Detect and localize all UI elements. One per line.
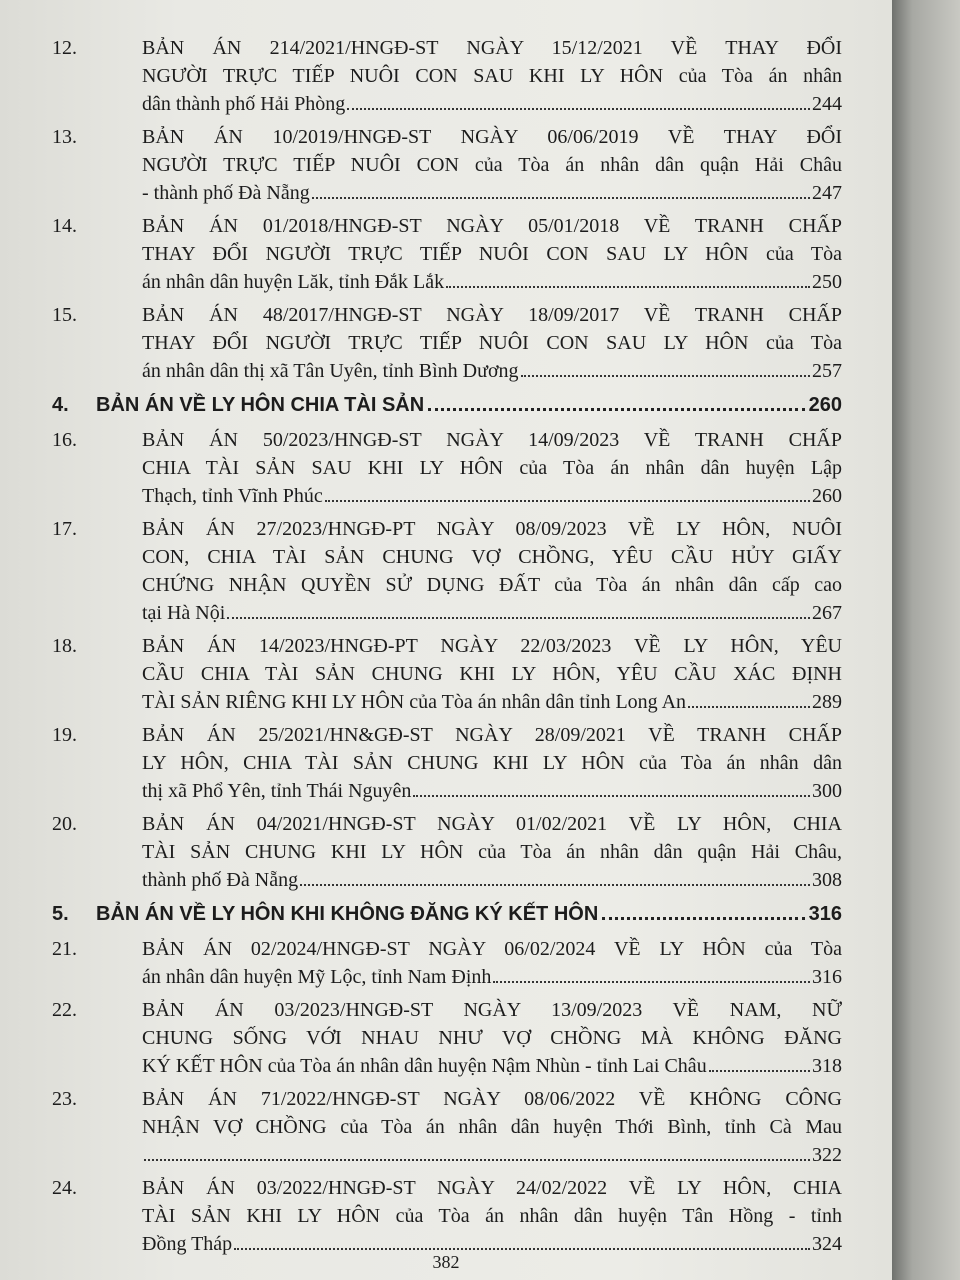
entry-page: 260	[812, 485, 842, 507]
leader-dots	[234, 1248, 810, 1250]
entry-line: BẢN ÁN 04/2021/HNGĐ-ST NGÀY 01/02/2021 VỀ LY HÔN, CHIA	[142, 813, 842, 835]
entry-line: CHỨNG NHẬN QUYỀN SỬ DỤNG ĐẤT của Tòa án nhân dân cấp cao	[142, 574, 842, 596]
entry-page: 318	[812, 1055, 842, 1077]
entry-page: 257	[812, 360, 842, 382]
entry-line: CON, CHIA TÀI SẢN CHUNG VỢ CHỒNG, YÊU CẦU HỦY GIẤY	[142, 546, 842, 568]
entry-line: NGƯỜI TRỰC TIẾP NUÔI CON SAU KHI LY HÔN của Tòa án nhân	[142, 65, 842, 87]
entry-page: 300	[812, 780, 842, 802]
entry-line: BẢN ÁN 01/2018/HNGĐ-ST NGÀY 05/01/2018 VỀ TRANH CHẤP	[142, 215, 842, 237]
entry-last-line	[142, 179, 842, 207]
entry-last-line	[142, 90, 842, 118]
toc-entry	[52, 1085, 842, 1169]
entry-line: tại Hà Nội	[142, 602, 226, 624]
next-page-edge	[892, 0, 960, 1280]
entry-line: TÀI SẢN CHUNG KHI LY HÔN của Tòa án nhân dân quận Hải Châu,	[142, 841, 842, 863]
page-number: 382	[432, 1252, 460, 1272]
entry-line: - thành phố Đà Nẵng	[142, 182, 310, 204]
entry-last-line	[142, 777, 842, 805]
entry-line: BẢN ÁN 48/2017/HNGĐ-ST NGÀY 18/09/2017 VỀ TRANH CHẤP	[142, 304, 842, 326]
leader-dots	[144, 1159, 810, 1161]
entry-line: NHẬN VỢ CHỒNG của Tòa án nhân dân huyện Thới Bình, tỉnh Cà Mau	[142, 1116, 842, 1138]
entry-line: BẢN ÁN 14/2023/HNGĐ-PT NGÀY 22/03/2023 VỀ LY HÔN, YÊU	[142, 635, 842, 657]
entry-page: 308	[812, 869, 842, 891]
entry-last-line	[142, 866, 842, 894]
entry-page: 316	[812, 966, 842, 988]
entry-number: 24.	[52, 1177, 77, 1199]
section-heading-4	[52, 390, 842, 420]
entry-line: BẢN ÁN 02/2024/HNGĐ-ST NGÀY 06/02/2024 VỀ LY HÔN của Tòa	[142, 938, 842, 960]
leader-dots	[709, 1070, 810, 1072]
entry-number: 22.	[52, 999, 77, 1021]
entry-line: BẢN ÁN 25/2021/HN&GĐ-ST NGÀY 28/09/2021 VỀ TRANH CHẤP	[142, 724, 842, 746]
table-of-contents	[52, 34, 842, 1263]
entry-page: 322	[812, 1144, 842, 1166]
entry-number: 21.	[52, 938, 77, 960]
leader-dots	[602, 917, 804, 920]
section-title: BẢN ÁN VỀ LY HÔN KHI KHÔNG ĐĂNG KÝ KẾT HÔN	[96, 903, 599, 925]
entry-line: án nhân dân huyện Mỹ Lộc, tỉnh Nam Định	[142, 966, 492, 988]
toc-entry	[52, 515, 842, 627]
entry-line: BẢN ÁN 27/2023/HNGĐ-PT NGÀY 08/09/2023 VỀ LY HÔN, NUÔI	[142, 518, 842, 540]
leader-dots	[312, 197, 810, 199]
entry-last-line	[142, 268, 842, 296]
section-page: 260	[808, 394, 842, 416]
entry-line: THAY ĐỔI NGƯỜI TRỰC TIẾP NUÔI CON SAU LY HÔN của Tòa	[142, 243, 842, 265]
entry-number: 23.	[52, 1088, 77, 1110]
entry-number: 16.	[52, 429, 77, 451]
entry-last-line	[142, 357, 842, 385]
toc-entry	[52, 1174, 842, 1258]
section-number: 4.	[52, 394, 69, 416]
entry-number: 19.	[52, 724, 77, 746]
entry-line: CẦU CHIA TÀI SẢN CHUNG KHI LY HÔN, YÊU CẦU XÁC ĐỊNH	[142, 663, 842, 685]
entry-page: 289	[812, 691, 842, 713]
toc-entry	[52, 721, 842, 805]
toc-entry	[52, 123, 842, 207]
entry-page: 250	[812, 271, 842, 293]
entry-number: 17.	[52, 518, 77, 540]
section-heading-5	[52, 899, 842, 929]
leader-dots	[300, 884, 810, 886]
entry-line: THAY ĐỔI NGƯỜI TRỰC TIẾP NUÔI CON SAU LY HÔN của Tòa	[142, 332, 842, 354]
entry-last-line	[142, 482, 842, 510]
leader-dots	[325, 500, 810, 502]
entry-line: BẢN ÁN 10/2019/HNGĐ-ST NGÀY 06/06/2019 VỀ THAY ĐỔI	[142, 126, 842, 148]
entry-number: 15.	[52, 304, 77, 326]
toc-entry	[52, 301, 842, 385]
entry-line: thị xã Phổ Yên, tỉnh Thái Nguyên	[142, 780, 412, 802]
entry-page: 324	[812, 1233, 842, 1255]
toc-group-property	[52, 426, 842, 894]
entry-line: TÀI SẢN KHI LY HÔN của Tòa án nhân dân huyện Tân Hồng - tỉnh	[142, 1205, 842, 1227]
entry-number: 13.	[52, 126, 77, 148]
entry-line: BẢN ÁN 71/2022/HNGĐ-ST NGÀY 08/06/2022 VỀ KHÔNG CÔNG	[142, 1088, 842, 1110]
toc-group-unregistered	[52, 935, 842, 1258]
entry-last-line	[142, 963, 842, 991]
entry-page: 247	[812, 182, 842, 204]
leader-dots	[493, 981, 810, 983]
leader-dots	[688, 706, 810, 708]
entry-last-line	[142, 1052, 842, 1080]
toc-entry	[52, 996, 842, 1080]
entry-line: KÝ KẾT HÔN của Tòa án nhân dân huyện Nậm Nhùn - tỉnh Lai Châu	[142, 1055, 707, 1077]
entry-line: BẢN ÁN 214/2021/HNGĐ-ST NGÀY 15/12/2021 VỀ THAY ĐỔI	[142, 37, 842, 59]
entry-last-line	[142, 688, 842, 716]
entry-line: dân thành phố Hải Phòng	[142, 93, 346, 115]
entry-line: BẢN ÁN 03/2023/HNGĐ-ST NGÀY 13/09/2023 VỀ NAM, NỮ	[142, 999, 842, 1021]
entry-page: 267	[812, 602, 842, 624]
entry-line: LY HÔN, CHIA TÀI SẢN CHUNG KHI LY HÔN của Tòa án nhân dân	[142, 752, 842, 774]
entry-line: NGƯỜI TRỰC TIẾP NUÔI CON của Tòa án nhân dân quận Hải Châu	[142, 154, 842, 176]
entry-page: 244	[812, 93, 842, 115]
section-title: BẢN ÁN VỀ LY HÔN CHIA TÀI SẢN	[96, 394, 425, 416]
entry-number: 20.	[52, 813, 77, 835]
entry-line: án nhân dân thị xã Tân Uyên, tỉnh Bình Dương	[142, 360, 519, 382]
leader-dots	[521, 375, 810, 377]
entry-number: 12.	[52, 37, 77, 59]
entry-line: BẢN ÁN 03/2022/HNGĐ-ST NGÀY 24/02/2022 VỀ LY HÔN, CHIA	[142, 1177, 842, 1199]
toc-entry	[52, 632, 842, 716]
entry-line: BẢN ÁN 50/2023/HNGĐ-ST NGÀY 14/09/2023 VỀ TRANH CHẤP	[142, 429, 842, 451]
entry-number: 14.	[52, 215, 77, 237]
leader-dots	[347, 108, 810, 110]
leader-dots	[413, 795, 810, 797]
leader-dots	[446, 286, 810, 288]
entry-line: TÀI SẢN RIÊNG KHI LY HÔN của Tòa án nhân dân tỉnh Long An	[142, 691, 687, 713]
leader-dots	[428, 408, 804, 411]
toc-entry	[52, 34, 842, 118]
entry-line: Thạch, tỉnh Vĩnh Phúc	[142, 485, 323, 507]
leader-dots	[227, 617, 810, 619]
entry-number: 18.	[52, 635, 77, 657]
toc-group-custody	[52, 34, 842, 385]
toc-entry	[52, 426, 842, 510]
entry-last-line	[142, 1141, 842, 1169]
toc-entry	[52, 212, 842, 296]
section-page: 316	[808, 903, 842, 925]
entry-line: thành phố Đà Nẵng	[142, 869, 299, 891]
entry-last-line	[142, 599, 842, 627]
entry-line: CHUNG SỐNG VỚI NHAU NHƯ VỢ CHỒNG MÀ KHÔNG ĐĂNG	[142, 1027, 842, 1049]
section-number: 5.	[52, 903, 69, 925]
toc-entry	[52, 810, 842, 894]
toc-entry	[52, 935, 842, 991]
entry-line: án nhân dân huyện Lăk, tỉnh Đắk Lắk	[142, 271, 445, 293]
entry-line: Đồng Tháp	[142, 1233, 233, 1255]
entry-line: CHIA TÀI SẢN SAU KHI LY HÔN của Tòa án nhân dân huyện Lập	[142, 457, 842, 479]
